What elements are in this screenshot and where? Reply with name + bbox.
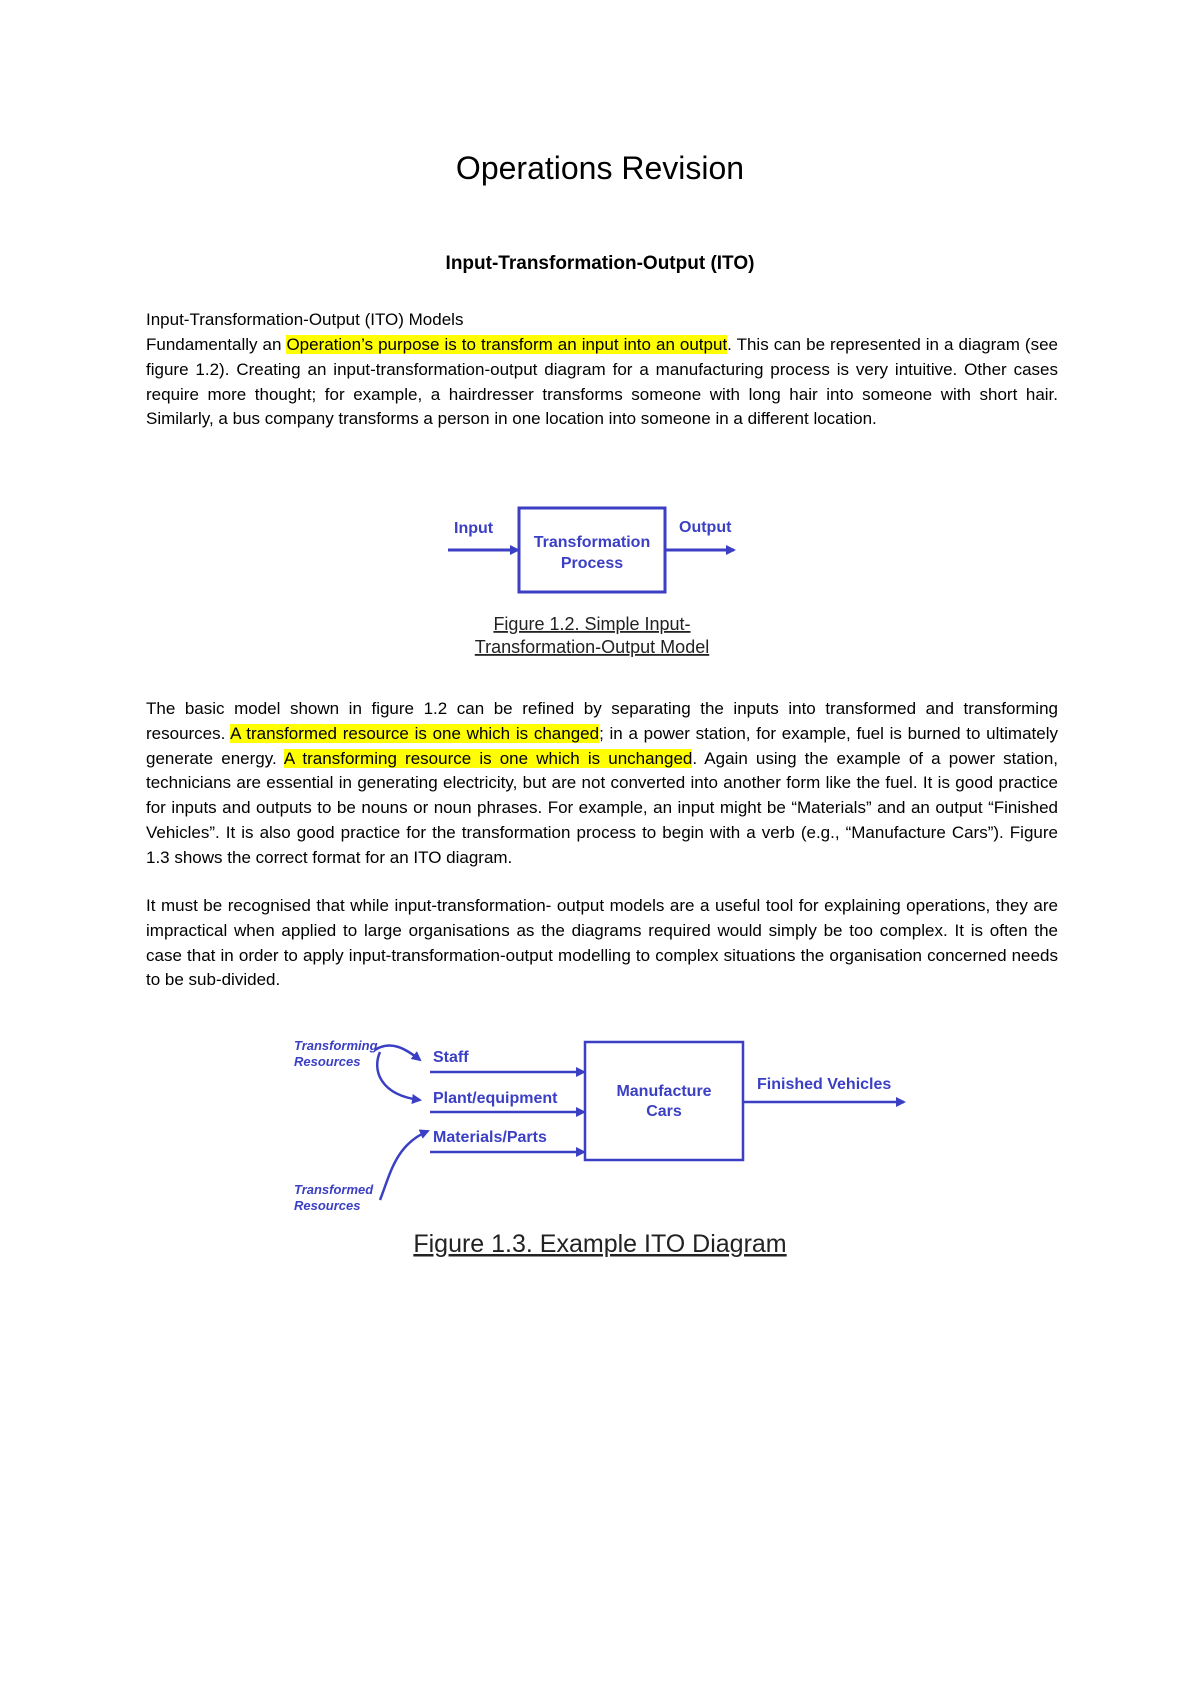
paragraph-1-highlight: Operation’s purpose is to transform an input into an output: [286, 335, 728, 354]
fig13-transforming-line2: Resources: [294, 1054, 361, 1069]
fig13-output-label: Finished Vehicles: [757, 1076, 892, 1093]
figure-1-3-diagram: [280, 1030, 930, 1270]
fig13-input-materials: Materials/Parts: [433, 1129, 547, 1146]
fig12-box-line2: Process: [560, 555, 624, 572]
fig13-transformed-line1: Transformed: [294, 1182, 374, 1197]
paragraph-2-part1: The basic model shown in figure 1.2 can be refined by separating the inputs into transformed and transforming resources.: [146, 699, 1058, 743]
paragraph-2: [146, 697, 1058, 871]
fig13-transformed-curve: [380, 1131, 428, 1200]
paragraph-2-highlight-1: A transformed resource is one which is changed: [230, 723, 600, 743]
fig13-transforming-curve-plant: [377, 1052, 420, 1100]
section-heading: Input-Transformation-Output (ITO) Models: [146, 310, 464, 329]
fig13-process-box: [585, 1042, 743, 1160]
paragraph-1-start: Fundamentally an: [146, 335, 287, 354]
fig13-input-plant: Plant/equipment: [433, 1090, 558, 1107]
page-title: Operations Revision: [455, 150, 745, 186]
fig13-transforming-curve-staff: [375, 1045, 420, 1060]
paragraph-1-end: . This can be represented in a diagram (see figure 1.2). Creating an input-transformation-output diagram for a manufacturing process is very intuitive. Other cases require more thought; for example, a hairdresser transforms someone with long hair into someone with short hair. Similarly, a bus company transforms a person in one location into someone in a different location.: [146, 335, 1058, 429]
paragraph-2-part3: . Again using the example of a power station, technicians are essential in generating electricity, but are not converted into another form like the fuel. It is good practice for inputs and outputs to be nouns or noun phrases. For example, an input might be “Materials” and an output “Finished Vehicles”. It is also good practice for the transformation process to begin with a verb (e.g., “Manufacture Cars”). Figure 1.3 shows the correct format for an ITO diagram.: [146, 748, 1058, 867]
fig13-box-line2: Cars: [646, 1103, 682, 1120]
fig12-box-line1: Transformation: [533, 534, 651, 551]
paragraph-1: [146, 333, 1058, 432]
fig12-output-label: Output: [679, 519, 732, 536]
paragraph-3: It must be recognised that while input-transformation- output models are a useful tool for explaining operations, they are impractical when applied to large organisations as the diagrams required would simply be too complex. It is often the case that in order to apply input-transformation-output modelling to complex situations the organisation concerned needs to be sub-divided.: [146, 896, 1058, 990]
figure-1-2-diagram: [440, 500, 760, 670]
fig13-caption: Figure 1.3. Example ITO Diagram: [413, 1230, 787, 1258]
page-subtitle: Input-Transformation-Output (ITO): [445, 253, 755, 274]
fig12-caption-line2: Transformation-Output Model: [474, 637, 710, 657]
paragraph-2-highlight-2: A transforming resource is one which is unchanged: [283, 748, 693, 768]
fig13-transformed-line2: Resources: [294, 1198, 361, 1213]
paragraph-2-part2: ; in a power station, for example, fuel is burned to ultimately generate energy.: [146, 723, 1058, 768]
fig13-transforming-line1: Transforming: [294, 1038, 378, 1053]
fig13-box-line1: Manufacture: [616, 1083, 712, 1100]
fig12-caption-line1: Figure 1.2. Simple Input-: [493, 614, 691, 634]
fig12-input-label: Input: [454, 520, 494, 537]
fig13-input-staff: Staff: [433, 1049, 469, 1066]
